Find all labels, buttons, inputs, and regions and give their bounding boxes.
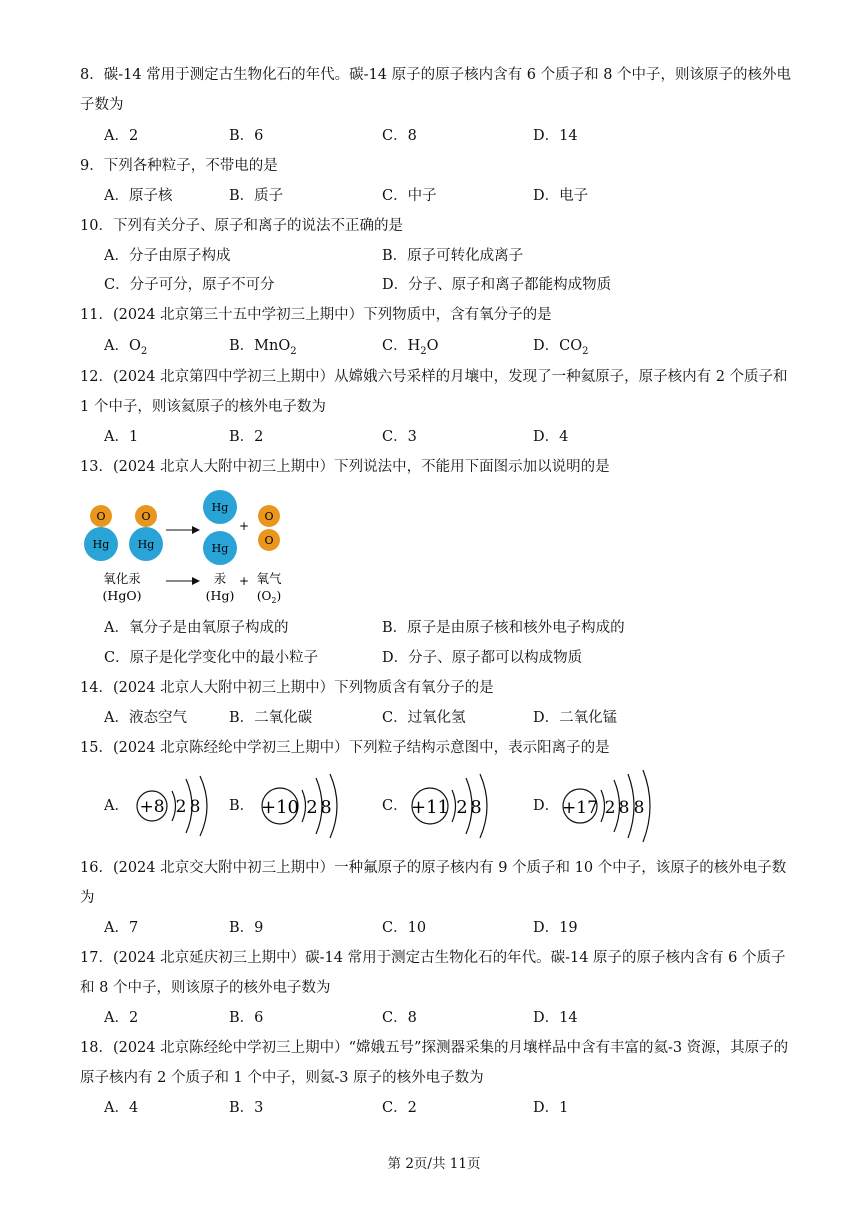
question-8-options xyxy=(104,121,804,151)
oxygen-molecule-product xyxy=(258,505,280,551)
question-11-options xyxy=(104,331,804,361)
option-b: B．6 xyxy=(229,1010,264,1026)
option-a: A．分子由原子构成 xyxy=(104,248,231,264)
mercury-atoms-product xyxy=(203,490,237,565)
shell-electrons-2: 8 xyxy=(618,798,630,818)
mercury-oxide-formula: (HgO) xyxy=(102,588,142,603)
option-a: A．$O_2$ xyxy=(104,338,148,357)
question-11: 11．(2024 北京第三十五中学初三上期中）下列物质中，含有氧分子的是 xyxy=(80,307,552,323)
nucleus-charge: +17 xyxy=(562,798,598,818)
shell-electrons-1: 2 xyxy=(175,797,187,817)
question-15-options xyxy=(104,768,704,844)
oxygen-label: O xyxy=(264,534,274,547)
plus-sign: + xyxy=(238,574,250,588)
option-d: D．14 xyxy=(533,1010,578,1026)
nucleus-charge: +10 xyxy=(261,797,299,818)
option-c: C．3 xyxy=(382,429,417,445)
question-10-options-row1 xyxy=(104,241,804,271)
option-d: D．19 xyxy=(533,920,578,936)
option-b: B．MnO$_2$ xyxy=(229,338,297,357)
option-a-label: A． xyxy=(104,798,129,814)
nucleus-charge: +8 xyxy=(139,797,165,817)
question-16-options xyxy=(104,913,804,943)
option-b: B．原子可转化成离子 xyxy=(382,248,524,264)
option-a: A．氧分子是由氧原子构成的 xyxy=(104,620,289,636)
option-b: B．9 xyxy=(229,920,264,936)
option-c: C．10 xyxy=(382,920,427,936)
shell-electrons-1: 2 xyxy=(306,797,318,818)
question-12: 12．(2024 北京第四中学初三上期中）从嫦娥六号采样的月壤中，发现了一种氦原子，原子核内有 2 个质子和 1 个中子，则该氦原子的核外电子数为 xyxy=(80,369,788,415)
shell-electrons-1: 2 xyxy=(604,798,616,818)
option-d: D．4 xyxy=(533,429,569,445)
mercury-name-label: 汞 xyxy=(213,571,227,586)
option-c-label: C． xyxy=(382,798,408,814)
question-14-options xyxy=(104,703,804,733)
option-c: C．分子可分，原子不可分 xyxy=(104,277,275,293)
option-d: D．1 xyxy=(533,1100,569,1116)
option-a: A．1 xyxy=(104,429,139,445)
question-12-options xyxy=(104,422,804,452)
question-8: 8．碳-14 常用于测定古生物化石的年代。碳-14 原子的原子核内含有 6 个质子和 8 个中子，则该原子的核外电子数为 xyxy=(80,67,792,113)
mercury-oxide-molecule-2 xyxy=(129,505,163,561)
mercury-oxide-decomposition-diagram xyxy=(76,488,306,610)
question-10-options-row2 xyxy=(104,270,804,300)
word-reaction-arrow-icon xyxy=(166,577,200,585)
electron-shell-arc xyxy=(200,776,207,836)
reaction-arrow-icon xyxy=(166,526,200,534)
option-a: A．原子核 xyxy=(104,188,173,204)
question-16: 16．(2024 北京交大附中初三上期中）一种氟原子的原子核内有 9 个质子和 10 个中子，该原子的核外电子数为 xyxy=(80,860,787,906)
option-b: B．6 xyxy=(229,128,264,144)
option-c: C．8 xyxy=(382,1010,417,1026)
question-9-options xyxy=(104,181,804,211)
shell-electrons-3: 8 xyxy=(633,798,645,818)
question-13-options-row1 xyxy=(104,613,804,643)
page-number-footer: 第 2页/共 11页 xyxy=(387,1156,481,1172)
question-15: 15．(2024 北京陈经纶中学初三上期中）下列粒子结构示意图中，表示阳离子的是 xyxy=(80,740,610,756)
mercury-label: Hg xyxy=(137,538,155,551)
shell-electrons-2: 8 xyxy=(320,797,332,818)
option-d: D．分子、原子都可以构成物质 xyxy=(382,650,583,666)
option-b: B．原子是由原子核和核外电子构成的 xyxy=(382,620,625,636)
option-c: C．过氧化氢 xyxy=(382,710,466,726)
option-d: D．二氧化锰 xyxy=(533,710,618,726)
electron-shell-arc xyxy=(302,790,306,822)
mercury-oxide-molecule-1 xyxy=(84,505,118,561)
option-c: C．2 xyxy=(382,1100,417,1116)
mercury-label: Hg xyxy=(92,538,110,551)
option-c: C．8 xyxy=(382,128,417,144)
oxygen-gas-label: 氧气 xyxy=(256,571,282,586)
option-d: D．电子 xyxy=(533,188,589,204)
option-b: B．二氧化碳 xyxy=(229,710,313,726)
question-10: 10．下列有关分子、原子和离子的说法不正确的是 xyxy=(80,218,403,234)
question-18-options xyxy=(104,1093,804,1123)
mercury-formula: (Hg) xyxy=(205,588,235,603)
atom-structure-b xyxy=(258,768,348,844)
option-b: B．3 xyxy=(229,1100,264,1116)
atom-structure-d xyxy=(560,768,664,844)
shell-electrons-2: 8 xyxy=(189,797,201,817)
shell-electrons-1: 2 xyxy=(456,797,468,818)
atom-structure-c xyxy=(408,768,498,844)
question-18: 18．(2024 北京陈经纶中学初三上期中）“嫦娥五号”探测器采集的月壤样品中含有丰富的氦-3 资源，其原子的原子核内有 2 个质子和 1 个中子，则氦-3 原子的核外电子数为 xyxy=(80,1040,789,1086)
option-b-label: B． xyxy=(229,798,255,814)
option-d: D．$CO_2$ xyxy=(533,338,589,357)
shell-electrons-2: 8 xyxy=(470,797,482,818)
question-14: 14．(2024 北京人大附中初三上期中）下列物质含有氧分子的是 xyxy=(80,680,494,696)
question-13-options-row2 xyxy=(104,643,804,673)
nucleus-charge: +11 xyxy=(411,797,449,818)
question-9: 9．下列各种粒子，不带电的是 xyxy=(80,158,278,174)
option-c: C．$H_2O$ xyxy=(382,338,439,357)
mercury-label: Hg xyxy=(211,542,229,555)
atom-structure-a xyxy=(134,768,214,844)
option-c: C．中子 xyxy=(382,188,437,204)
oxygen-label: O xyxy=(264,510,274,523)
oxygen-label: O xyxy=(141,510,151,523)
option-a: A．2 xyxy=(104,1010,139,1026)
oxygen-gas-formula: $(O_2)$ xyxy=(256,589,282,605)
option-b: B．2 xyxy=(229,429,264,445)
plus-sign: + xyxy=(238,519,250,533)
question-17: 17．(2024 北京延庆初三上期中）碳-14 常用于测定古生物化石的年代。碳-14 原子的原子核内含有 6 个质子和 8 个中子，则该原子的核外电子数为 xyxy=(80,950,786,996)
question-17-options xyxy=(104,1003,804,1033)
option-a: A．7 xyxy=(104,920,139,936)
oxygen-label: O xyxy=(96,510,106,523)
question-13: 13．(2024 北京人大附中初三上期中）下列说法中，不能用下面图示加以说明的是 xyxy=(80,459,610,475)
option-d-label: D． xyxy=(533,798,560,814)
mercury-oxide-label: 氧化汞 xyxy=(103,571,141,586)
option-a: A．2 xyxy=(104,128,139,144)
option-d: D．分子、原子和离子都能构成物质 xyxy=(382,277,612,293)
option-a: A．4 xyxy=(104,1100,139,1116)
option-b: B．质子 xyxy=(229,188,284,204)
option-a: A．液态空气 xyxy=(104,710,187,726)
electron-shell-arc xyxy=(452,790,456,822)
mercury-label: Hg xyxy=(211,501,229,514)
option-c: C．原子是化学变化中的最小粒子 xyxy=(104,650,319,666)
option-d: D．14 xyxy=(533,128,578,144)
